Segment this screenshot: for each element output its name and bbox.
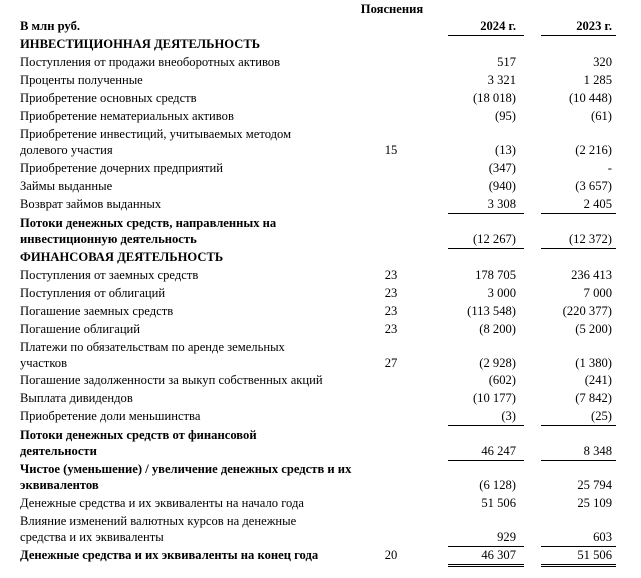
value-2024: 3 321 bbox=[487, 73, 516, 87]
row-label: Выплата дивидендов bbox=[20, 391, 133, 405]
double-rule-2024-b bbox=[448, 566, 524, 567]
row-label: Проценты полученные bbox=[20, 73, 143, 87]
rule-2024 bbox=[448, 546, 524, 547]
value-2024: 46 247 bbox=[481, 444, 516, 458]
row-label: Денежные средства и их эквиваленты на начало года bbox=[20, 496, 304, 510]
notes-column-header: Пояснения bbox=[360, 2, 424, 16]
note-ref: 15 bbox=[384, 143, 398, 157]
value-2024: (113 548) bbox=[467, 304, 516, 318]
row-label: Влияние изменений валютных курсов на денежные средства и их эквиваленты bbox=[20, 514, 297, 544]
row-label: Возврат займов выданных bbox=[20, 197, 162, 211]
header-notes-row bbox=[0, 2, 641, 20]
table-row bbox=[0, 391, 641, 409]
double-rule-2023-b bbox=[541, 566, 616, 567]
value-2023: (7 842) bbox=[575, 391, 612, 405]
value-2023: (3 657) bbox=[575, 179, 612, 193]
table-row bbox=[0, 73, 641, 91]
value-2023: (220 377) bbox=[562, 304, 612, 318]
note-ref: 23 bbox=[384, 304, 398, 318]
value-2024: (95) bbox=[495, 109, 516, 123]
row-label: Поступления от заемных средств bbox=[20, 268, 199, 282]
value-2023: (12 372) bbox=[568, 232, 612, 246]
value-2024: (2 928) bbox=[479, 356, 516, 370]
value-2024: 51 506 bbox=[481, 496, 516, 510]
row-label: Денежные средства и их эквиваленты на конец года bbox=[20, 548, 319, 562]
double-rule-2023-a bbox=[541, 564, 616, 565]
row-label: Поступления от продажи внеоборотных активов bbox=[20, 55, 281, 69]
note-ref: 23 bbox=[384, 286, 398, 300]
table-row bbox=[0, 55, 641, 73]
year-2024-header: 2024 г. bbox=[480, 19, 516, 33]
value-2024: 178 705 bbox=[475, 268, 516, 282]
table-row bbox=[0, 514, 641, 548]
net-change-row bbox=[0, 462, 641, 496]
table-row bbox=[0, 373, 641, 391]
table-row bbox=[0, 179, 641, 197]
value-2023: 7 000 bbox=[583, 286, 612, 300]
row-label: Поступления от облигаций bbox=[20, 286, 166, 300]
double-rule-2024-a bbox=[448, 564, 524, 565]
value-2023: 25 794 bbox=[577, 478, 612, 492]
value-2023: 2 405 bbox=[583, 197, 612, 211]
value-2024: 3 000 bbox=[487, 286, 516, 300]
value-2023: 51 506 bbox=[577, 548, 612, 562]
subtotal-row-financing bbox=[0, 428, 641, 462]
header-underline-2024 bbox=[448, 35, 524, 36]
rule-2024 bbox=[448, 213, 524, 214]
value-2024: (10 177) bbox=[472, 391, 516, 405]
value-2024: 929 bbox=[497, 530, 516, 544]
year-2023-header: 2023 г. bbox=[576, 19, 612, 33]
header-underline-2023 bbox=[541, 35, 616, 36]
rule-2023 bbox=[541, 425, 616, 426]
value-2024: (6 128) bbox=[479, 478, 516, 492]
table-row bbox=[0, 109, 641, 127]
table-row bbox=[0, 322, 641, 340]
row-label: Приобретение инвестиций, учитываемых методом долевого участия bbox=[20, 127, 292, 157]
value-2024: (18 018) bbox=[472, 91, 516, 105]
subtotal-row-investing bbox=[0, 216, 641, 250]
value-2023: (1 380) bbox=[575, 356, 612, 370]
value-2023: 236 413 bbox=[571, 268, 612, 282]
row-label: Погашение облигаций bbox=[20, 322, 141, 336]
table-row bbox=[0, 127, 641, 161]
note-ref: 23 bbox=[384, 268, 398, 282]
note-ref: 23 bbox=[384, 322, 398, 336]
value-2023: (5 200) bbox=[575, 322, 612, 336]
table-row bbox=[0, 91, 641, 109]
table-row bbox=[0, 304, 641, 322]
value-2024: (3) bbox=[501, 409, 516, 423]
row-label: Приобретение доли меньшинства bbox=[20, 409, 201, 423]
row-label: Приобретение дочерних предприятий bbox=[20, 161, 223, 175]
row-label: Потоки денежных средств от финансовой деятельности bbox=[20, 428, 257, 458]
rule-2023 bbox=[541, 546, 616, 547]
value-2024: 3 308 bbox=[487, 197, 516, 211]
rule-2024 bbox=[448, 460, 524, 461]
value-2024: (8 200) bbox=[479, 322, 516, 336]
section-heading-investing: ИНВЕСТИЦИОННАЯ ДЕЯТЕЛЬНОСТЬ bbox=[20, 37, 261, 51]
row-label: Погашение задолженности за выкуп собственных акций bbox=[20, 373, 323, 387]
value-2023: - bbox=[607, 161, 612, 175]
note-ref: 27 bbox=[384, 356, 398, 370]
value-2023: 320 bbox=[593, 55, 612, 69]
value-2023: 25 109 bbox=[577, 496, 612, 510]
value-2023: (241) bbox=[584, 373, 612, 387]
row-label: Погашение заемных средств bbox=[20, 304, 174, 318]
row-label: Приобретение нематериальных активов bbox=[20, 109, 234, 123]
value-2023: 8 348 bbox=[583, 444, 612, 458]
table-row bbox=[0, 286, 641, 304]
table-row bbox=[0, 340, 641, 374]
row-label: Приобретение основных средств bbox=[20, 91, 197, 105]
value-2024: (940) bbox=[488, 179, 516, 193]
value-2023: 1 285 bbox=[583, 73, 612, 87]
rule-2023 bbox=[541, 248, 616, 249]
row-label: Займы выданные bbox=[20, 179, 113, 193]
section-heading-financing: ФИНАНСОВАЯ ДЕЯТЕЛЬНОСТЬ bbox=[20, 250, 224, 264]
value-2024: 517 bbox=[497, 55, 516, 69]
value-2024: (12 267) bbox=[472, 232, 516, 246]
value-2023: (61) bbox=[591, 109, 612, 123]
row-label: Потоки денежных средств, направленных на инвестиционную деятельность bbox=[20, 216, 277, 246]
row-label: Платежи по обязательствам по аренде земельных участков bbox=[20, 340, 285, 370]
value-2024: (347) bbox=[488, 161, 516, 175]
rule-2024 bbox=[448, 248, 524, 249]
rule-2023 bbox=[541, 213, 616, 214]
value-2024: (602) bbox=[488, 373, 516, 387]
value-2024: 46 307 bbox=[481, 548, 516, 562]
value-2023: (25) bbox=[591, 409, 612, 423]
value-2023: (2 216) bbox=[575, 143, 612, 157]
table-row bbox=[0, 161, 641, 179]
table-row bbox=[0, 496, 641, 514]
rule-2023 bbox=[541, 460, 616, 461]
row-label: Чистое (уменьшение) / увеличение денежных средств и их эквивалентов bbox=[20, 462, 352, 492]
rule-2024 bbox=[448, 425, 524, 426]
value-2024: (13) bbox=[495, 143, 516, 157]
value-2023: 603 bbox=[593, 530, 612, 544]
note-ref: 20 bbox=[384, 548, 398, 562]
table-row bbox=[0, 268, 641, 286]
units-label: В млн руб. bbox=[20, 19, 81, 33]
value-2023: (10 448) bbox=[568, 91, 612, 105]
